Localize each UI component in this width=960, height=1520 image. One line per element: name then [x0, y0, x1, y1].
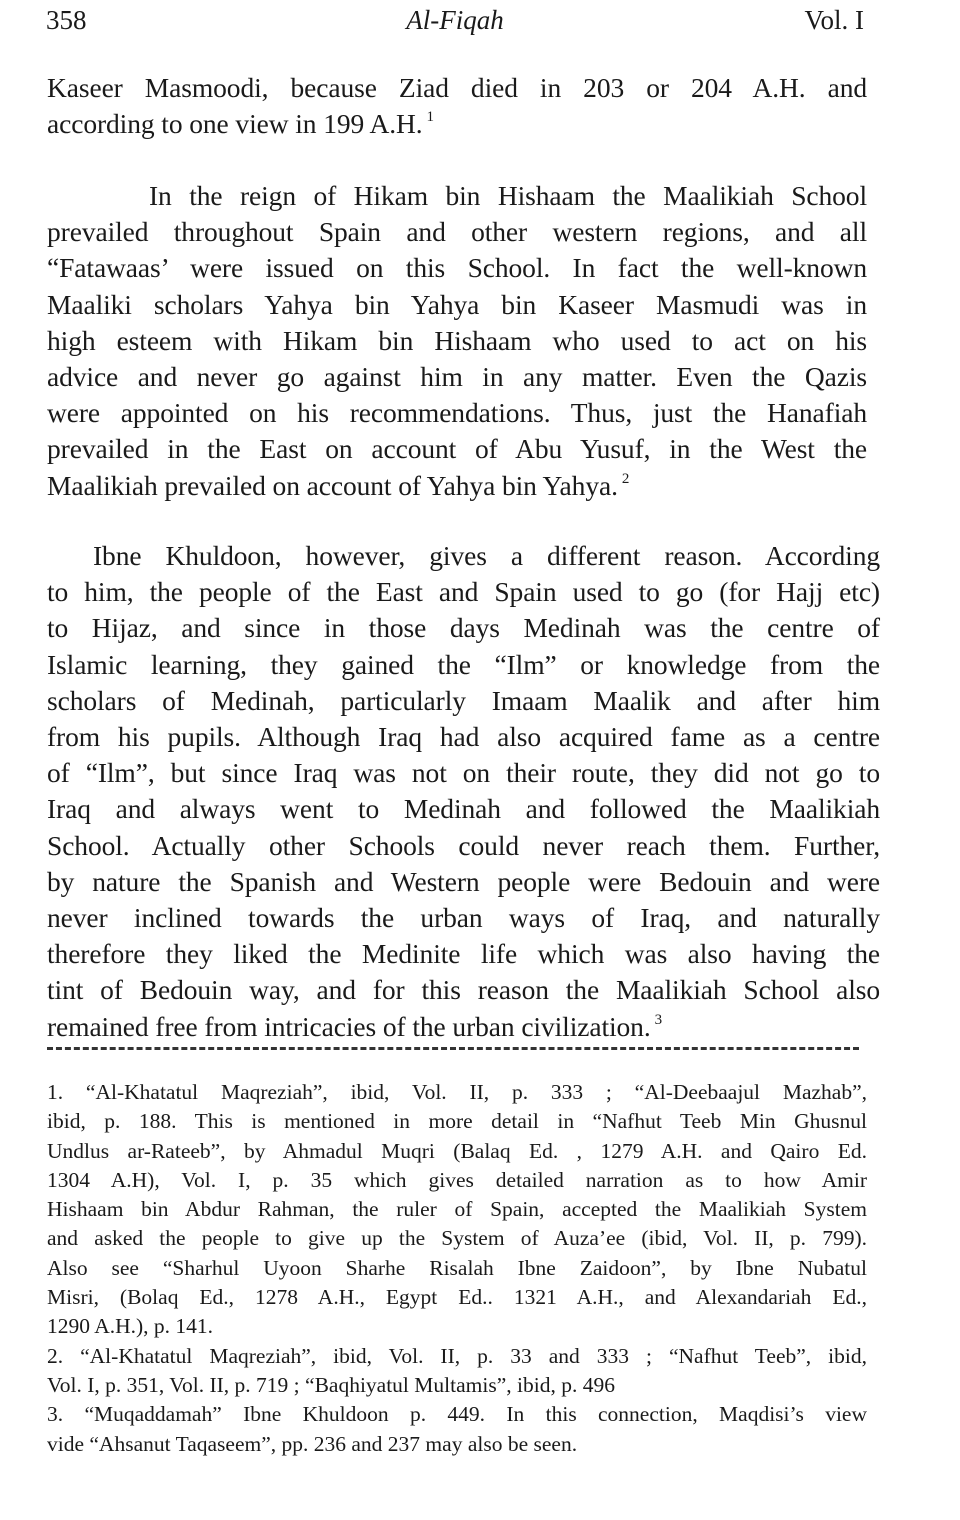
text-line — [47, 1009, 880, 1045]
text-line: therefore they liked the Medinite life which was also having the — [47, 938, 880, 970]
volume-label: Vol. I — [804, 5, 864, 35]
text-line: never inclined towards the urban ways of Iraq, and naturally — [47, 902, 880, 934]
text-line: “Fatawaas’ were issued on this School. In fact the well-known — [47, 252, 867, 284]
text-line-content: according to one view in 199 A.H. — [47, 108, 423, 140]
paragraph-ibne-khuldoon — [47, 538, 880, 1045]
footnote-line: Hishaam bin Abdur Rahman, the ruler of Spain, accepted the Maalikiah System — [47, 1197, 867, 1222]
footnote-line: 1304 A.H), Vol. I, p. 35 which gives detailed narration as to how Amir — [47, 1167, 867, 1192]
text-line: high esteem with Hikam bin Hishaam who used to act on his — [47, 324, 867, 356]
text-line: to Hijaz, and since in those days Medinah was the centre of — [47, 612, 880, 644]
text-line: Maaliki scholars Yahya bin Yahya bin Kaseer Masmudi was in — [47, 288, 867, 320]
paragraph-hikam — [47, 178, 867, 504]
footnote-ref[interactable]: 3 — [654, 1011, 663, 1028]
text-line-content: Maalikiah prevailed on account of Yahya bin Yahya. — [47, 469, 618, 501]
footnote-ref[interactable]: 1 — [426, 109, 434, 126]
running-title: Al-Fiqah — [406, 5, 504, 35]
footnote-line: Misri, (Bolaq Ed., 1278 A.H., Egypt Ed.. 1321 A.H., and Alexandariah Ed., — [47, 1285, 867, 1310]
page-number: 358 — [46, 5, 87, 35]
footnote-line: 3. “Muqaddamah” Ibne Khuldoon p. 449. In this connection, Maqdisi’s view — [47, 1402, 867, 1427]
footnote-line: Also see “Sharhul Uyoon Sharhe Risalah Ibne Zaidoon”, by Ibne Nubatul — [47, 1255, 867, 1280]
footnote-line: and asked the people to give up the System of Auza’ee (ibid, Vol. II, p. 799). — [47, 1226, 867, 1251]
text-line: prevailed in the East on account of Abu Yusuf, in the West the — [47, 433, 867, 465]
text-line — [47, 468, 867, 504]
text-line: scholars of Medinah, particularly Imaam Maalik and after him — [47, 684, 880, 716]
text-line: were appointed on his recommendations. Thus, just the Hanafiah — [47, 397, 867, 429]
text-line: Iraq and always went to Medinah and followed the Maalikiah — [47, 793, 880, 825]
footnote-line: Vol. I, p. 351, Vol. II, p. 719 ; “Baqhiyatul Multamis”, ibid, p. 496 — [47, 1372, 615, 1397]
text-line: Ibne Khuldoon, however, gives a different reason. According — [93, 540, 880, 571]
text-line: prevailed throughout Spain and other western regions, and all — [47, 216, 867, 248]
footnote-line: 1290 A.H.), p. 141. — [47, 1314, 214, 1339]
footnote-3 — [47, 1400, 867, 1459]
footnote-line: Undlus ar-Rateeb”, by Ahmadul Muqri (Balaq Ed. , 1279 A.H. and Qairo Ed. — [47, 1138, 867, 1163]
footnote-line: vide “Ahsanut Taqaseem”, pp. 236 and 237 may also be seen. — [47, 1431, 578, 1456]
text-line: advice and never go against him in any matter. Even the Qazis — [47, 361, 867, 393]
paragraph-continuation — [47, 70, 867, 142]
text-line: Kaseer Masmoodi, because Ziad died in 203 or 204 A.H. and — [47, 72, 867, 103]
footnote-2 — [47, 1342, 867, 1401]
text-line: In the reign of Hikam bin Hishaam the Maalikiah School — [149, 180, 867, 211]
text-line: tint of Bedouin way, and for this reason the Maalikiah School also — [47, 974, 880, 1006]
footnote-ref[interactable]: 2 — [621, 470, 630, 487]
text-line: by nature the Spanish and Western people were Bedouin and were — [47, 865, 880, 897]
footnotes — [47, 1078, 867, 1459]
footnote-separator — [47, 1047, 859, 1050]
footnote-line: 1. “Al-Khatatul Maqreziah”, ibid, Vol. II, p. 333 ; “Al-Deebaajul Mazhab”, — [47, 1080, 867, 1104]
text-line-content: remained free from intricacies of the urban civilization. — [47, 1010, 651, 1042]
text-line: of “Ilm”, but since Iraq was not on their route, they did not go to — [47, 757, 880, 789]
text-line: School. Actually other Schools could never reach them. Further, — [47, 829, 880, 861]
text-line — [47, 106, 867, 142]
footnote-line: 2. “Al-Khatatul Maqreziah”, ibid, Vol. II, p. 33 and 333 ; “Nafhut Teeb”, ibid, — [47, 1343, 867, 1368]
text-line: Islamic learning, they gained the “Ilm” or knowledge from the — [47, 648, 880, 680]
footnote-line: ibid, p. 188. This is mentioned in more detail in “Nafhut Teeb Min Ghusnul — [47, 1109, 867, 1134]
text-line: from his pupils. Although Iraq had also acquired fame as a centre — [47, 721, 880, 753]
footnote-1 — [47, 1078, 867, 1342]
text-line: to him, the people of the East and Spain used to go (for Hajj etc) — [47, 576, 880, 608]
page-header — [46, 2, 864, 38]
